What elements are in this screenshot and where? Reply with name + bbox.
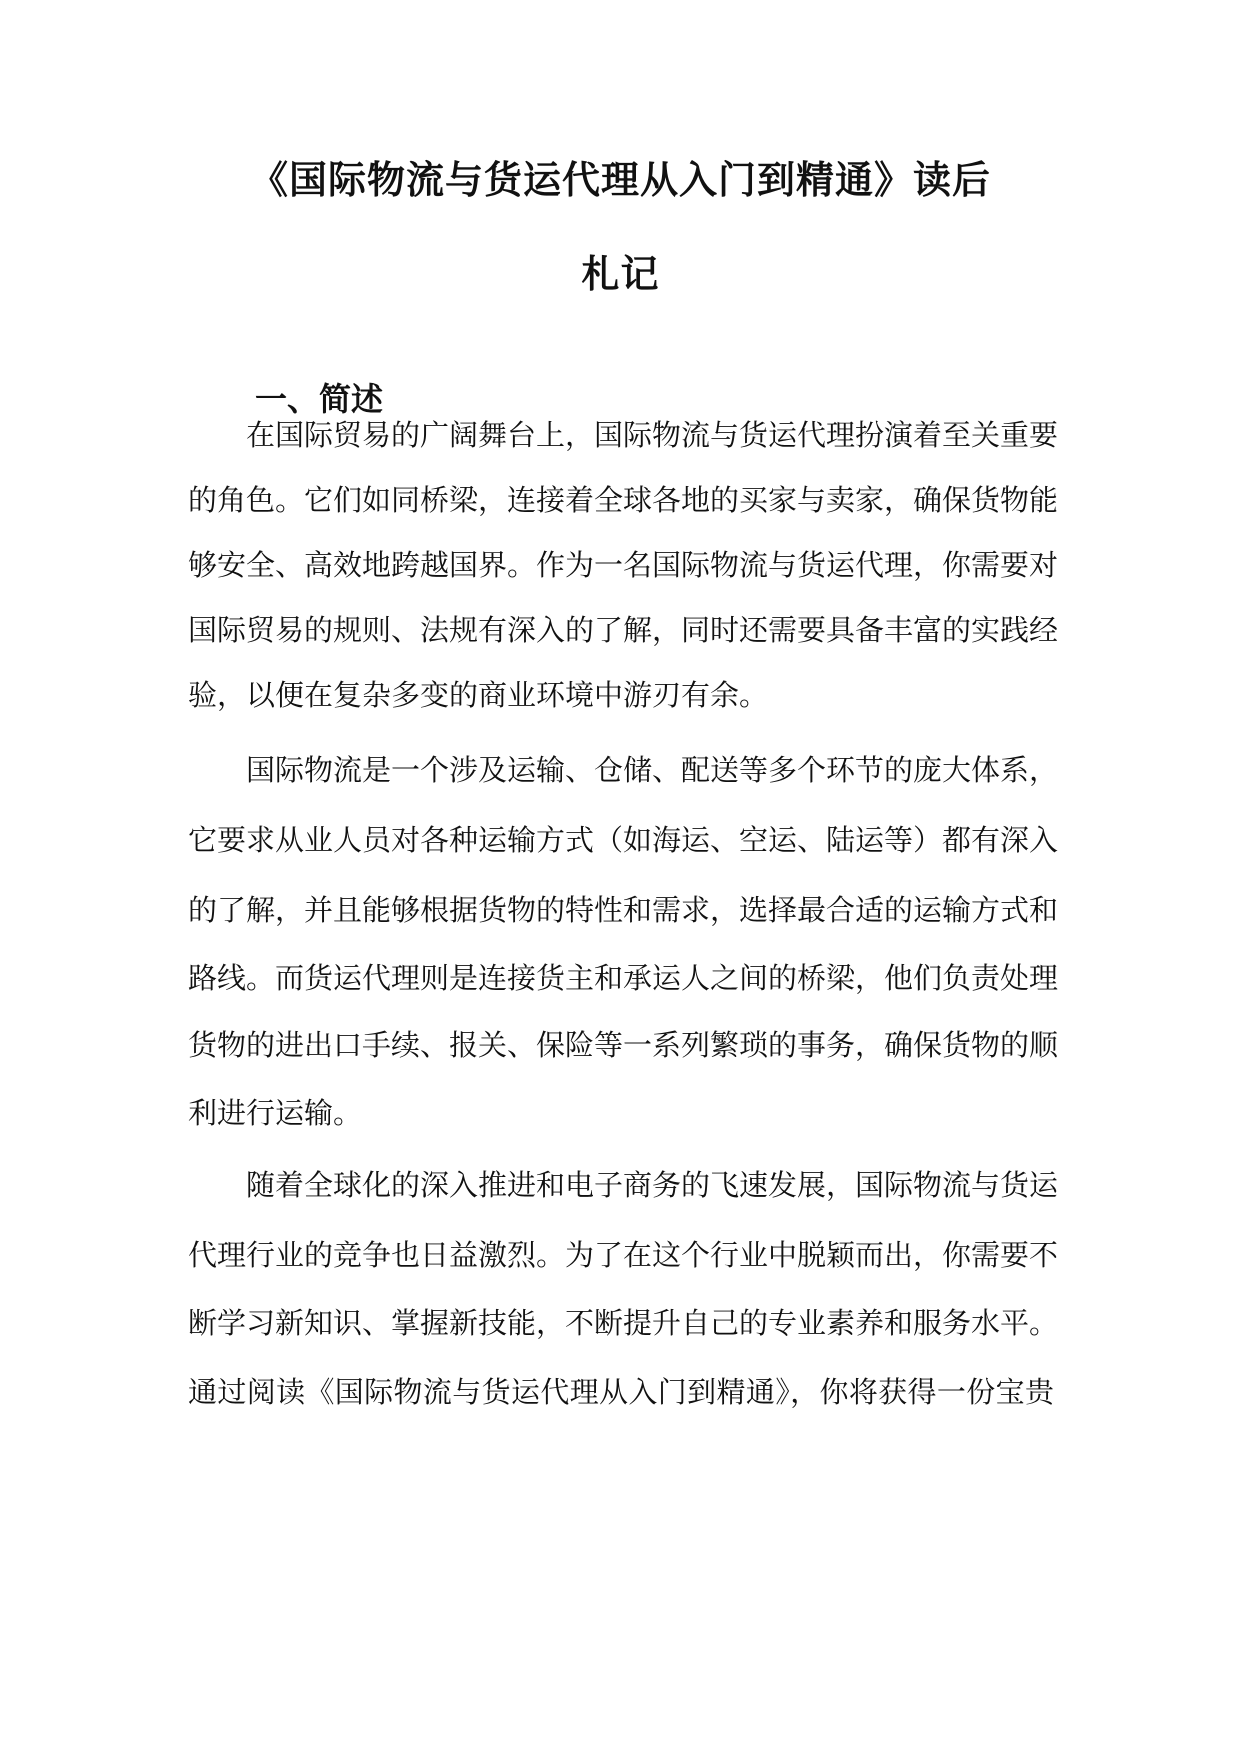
paragraph-1-line-5: 验，以便在复杂多变的商业环境中游刃有余。 [188,678,769,712]
paragraph-2-line-1: 国际物流是一个涉及运输、仓储、配送等多个环节的庞大体系， [246,753,1059,787]
document-title-line-2: 札记 [581,251,660,296]
paragraph-3-line-3: 断学习新知识、掌握新技能，不断提升自己的专业素养和服务水平。 [188,1306,1059,1340]
paragraph-3-line-1: 随着全球化的深入推进和电子商务的飞速发展，国际物流与货运 [246,1168,1059,1202]
paragraph-2-line-4: 路线。而货运代理则是连接货主和承运人之间的桥梁，他们负责处理 [188,961,1059,995]
paragraph-2-line-3: 的了解，并且能够根据货物的特性和需求，选择最合适的运输方式和 [188,893,1059,927]
paragraph-3-line-2: 代理行业的竞争也日益激烈。为了在这个行业中脱颖而出，你需要不 [188,1238,1059,1272]
document-title-line-1: 《国际物流与货运代理从入门到精通》读后 [249,157,991,202]
paragraph-1-line-1: 在国际贸易的广阔舞台上，国际物流与货运代理扮演着至关重要 [246,418,1059,452]
paragraph-2-line-6: 利进行运输。 [188,1096,363,1130]
paragraph-1-line-4: 国际贸易的规则、法规有深入的了解，同时还需要具备丰富的实践经 [188,613,1059,647]
paragraph-2-line-5: 货物的进出口手续、报关、保险等一系列繁琐的事务，确保货物的顺 [188,1028,1059,1062]
paragraph-3-line-4: 通过阅读《国际物流与货运代理从入门到精通》，你将获得一份宝贵 [188,1375,1054,1409]
section-heading: 一、简述 [255,380,384,418]
paragraph-2-line-2: 它要求从业人员对各种运输方式（如海运、空运、陆运等）都有深入 [188,823,1059,857]
paragraph-1-line-2: 的角色。它们如同桥梁，连接着全球各地的买家与卖家，确保货物能 [188,483,1059,517]
paragraph-1-line-3: 够安全、高效地跨越国界。作为一名国际物流与货运代理，你需要对 [188,548,1059,582]
